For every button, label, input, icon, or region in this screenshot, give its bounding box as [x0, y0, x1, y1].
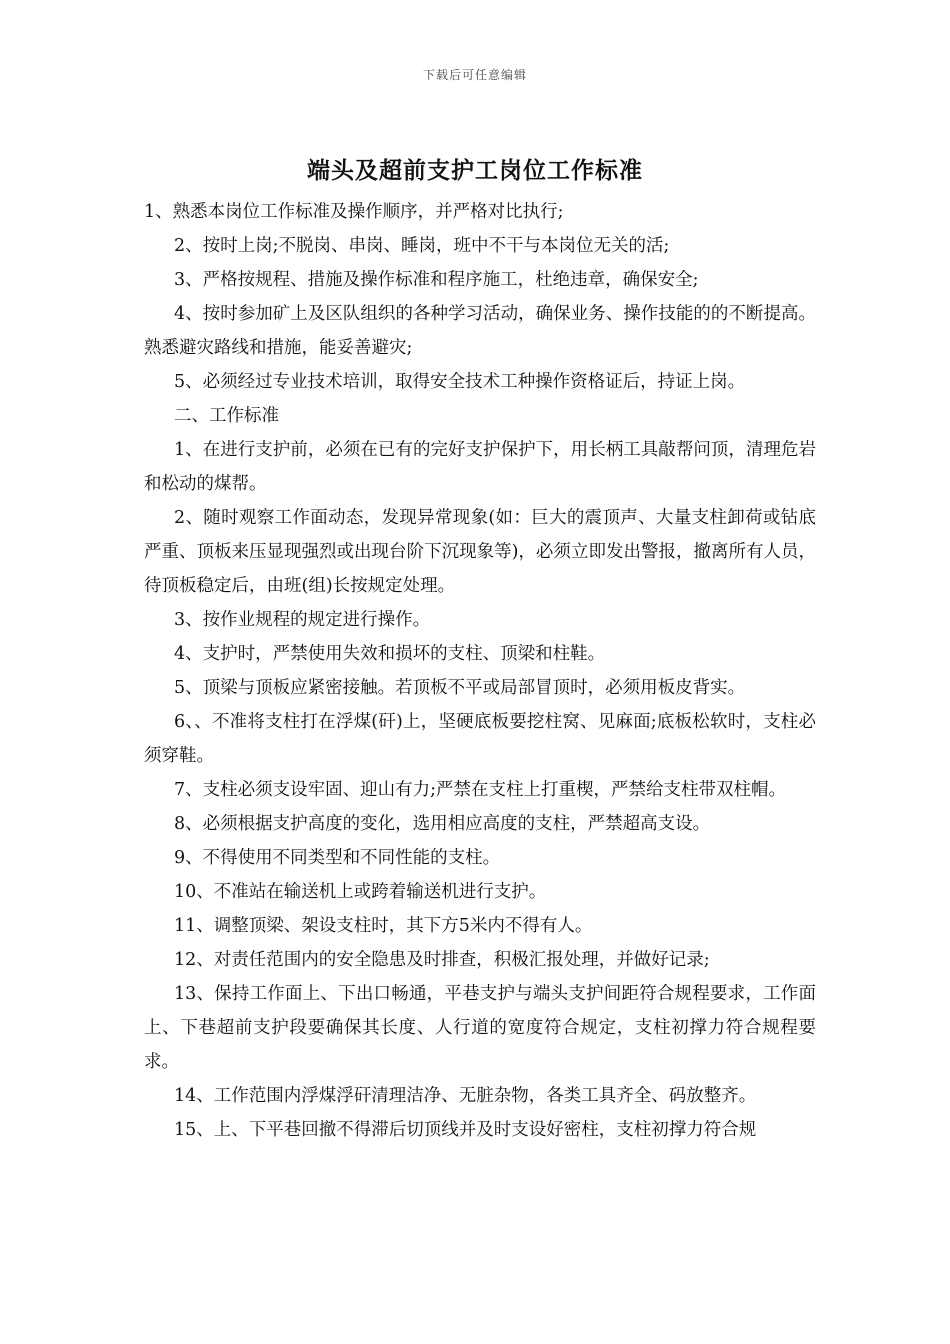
paragraph-17: 12、对责任范围内的安全隐患及时排查，积极汇报处理，并做好记录;	[174, 950, 710, 970]
section-heading-work-standard: 二、工作标准	[174, 406, 279, 426]
document-body	[144, 195, 816, 1147]
paragraph-11: 6、、不准将支柱打在浮煤(矸)上，坚硬底板要挖柱窝、见麻面;底板松软时，支柱必须穿鞋。	[144, 712, 816, 766]
paragraph-20: 15、上、下平巷回撤不得滞后切顶线并及时支设好密柱，支柱初撑力符合规	[174, 1120, 757, 1140]
paragraph-2: 2、按时上岗;不脱岗、串岗、睡岗，班中不干与本岗位无关的活;	[174, 236, 670, 256]
paragraph-12: 7、支柱必须支设牢固、迎山有力;严禁在支柱上打重楔，严禁给支柱带双柱帽。	[174, 780, 787, 800]
paragraph-18: 13、保持工作面上、下出口畅通，平巷支护与端头支护间距符合规程要求，工作面上、下巷超前支护段要确保其长度、人行道的宽度符合规定，支柱初撑力符合规程要求。	[144, 984, 816, 1072]
paragraph-1: 1、熟悉本岗位工作标准及操作顺序，并严格对比执行;	[144, 202, 564, 222]
paragraph-8: 3、按作业规程的规定进行操作。	[174, 610, 431, 630]
paragraph-3: 3、严格按规程、措施及操作标准和程序施工，杜绝违章，确保安全;	[174, 270, 699, 290]
page-header-note: 下载后可任意编辑	[422, 68, 527, 82]
paragraph-6: 1、在进行支护前，必须在已有的完好支护保护下，用长柄工具敲帮问顶，清理危岩和松动的煤帮。	[144, 440, 816, 494]
document-title: 端头及超前支护工岗位工作标准	[307, 157, 643, 184]
paragraph-7: 2、随时观察工作面动态，发现异常现象(如：巨大的震顶声、大量支柱卸荷或钻底严重、顶板来压显现强烈或出现台阶下沉现象等)，必须立即发出警报，撤离所有人员，待顶板稳定后，由班(组)长按规定处理。	[144, 508, 816, 596]
paragraph-19: 14、工作范围内浮煤浮矸清理洁净、无脏杂物，各类工具齐全、码放整齐。	[174, 1086, 757, 1106]
paragraph-13: 8、必须根据支护高度的变化，选用相应高度的支柱，严禁超高支设。	[174, 814, 711, 834]
paragraph-10: 5、顶梁与顶板应紧密接触。若顶板不平或局部冒顶时，必须用板皮背实。	[174, 678, 746, 698]
paragraph-4: 4、按时参加矿上及区队组织的各种学习活动，确保业务、操作技能的的不断提高。熟悉避灾路线和措施，能妥善避灾;	[144, 304, 816, 358]
paragraph-15: 10、不准站在输送机上或跨着输送机进行支护。	[174, 882, 547, 902]
paragraph-14: 9、不得使用不同类型和不同性能的支柱。	[174, 848, 501, 868]
paragraph-5: 5、必须经过专业技术培训，取得安全技术工种操作资格证后，持证上岗。	[174, 372, 746, 392]
paragraph-9: 4、支护时，严禁使用失效和损坏的支柱、顶梁和柱鞋。	[174, 644, 606, 664]
paragraph-16: 11、调整顶梁、架设支柱时，其下方5米内不得有人。	[174, 916, 593, 936]
